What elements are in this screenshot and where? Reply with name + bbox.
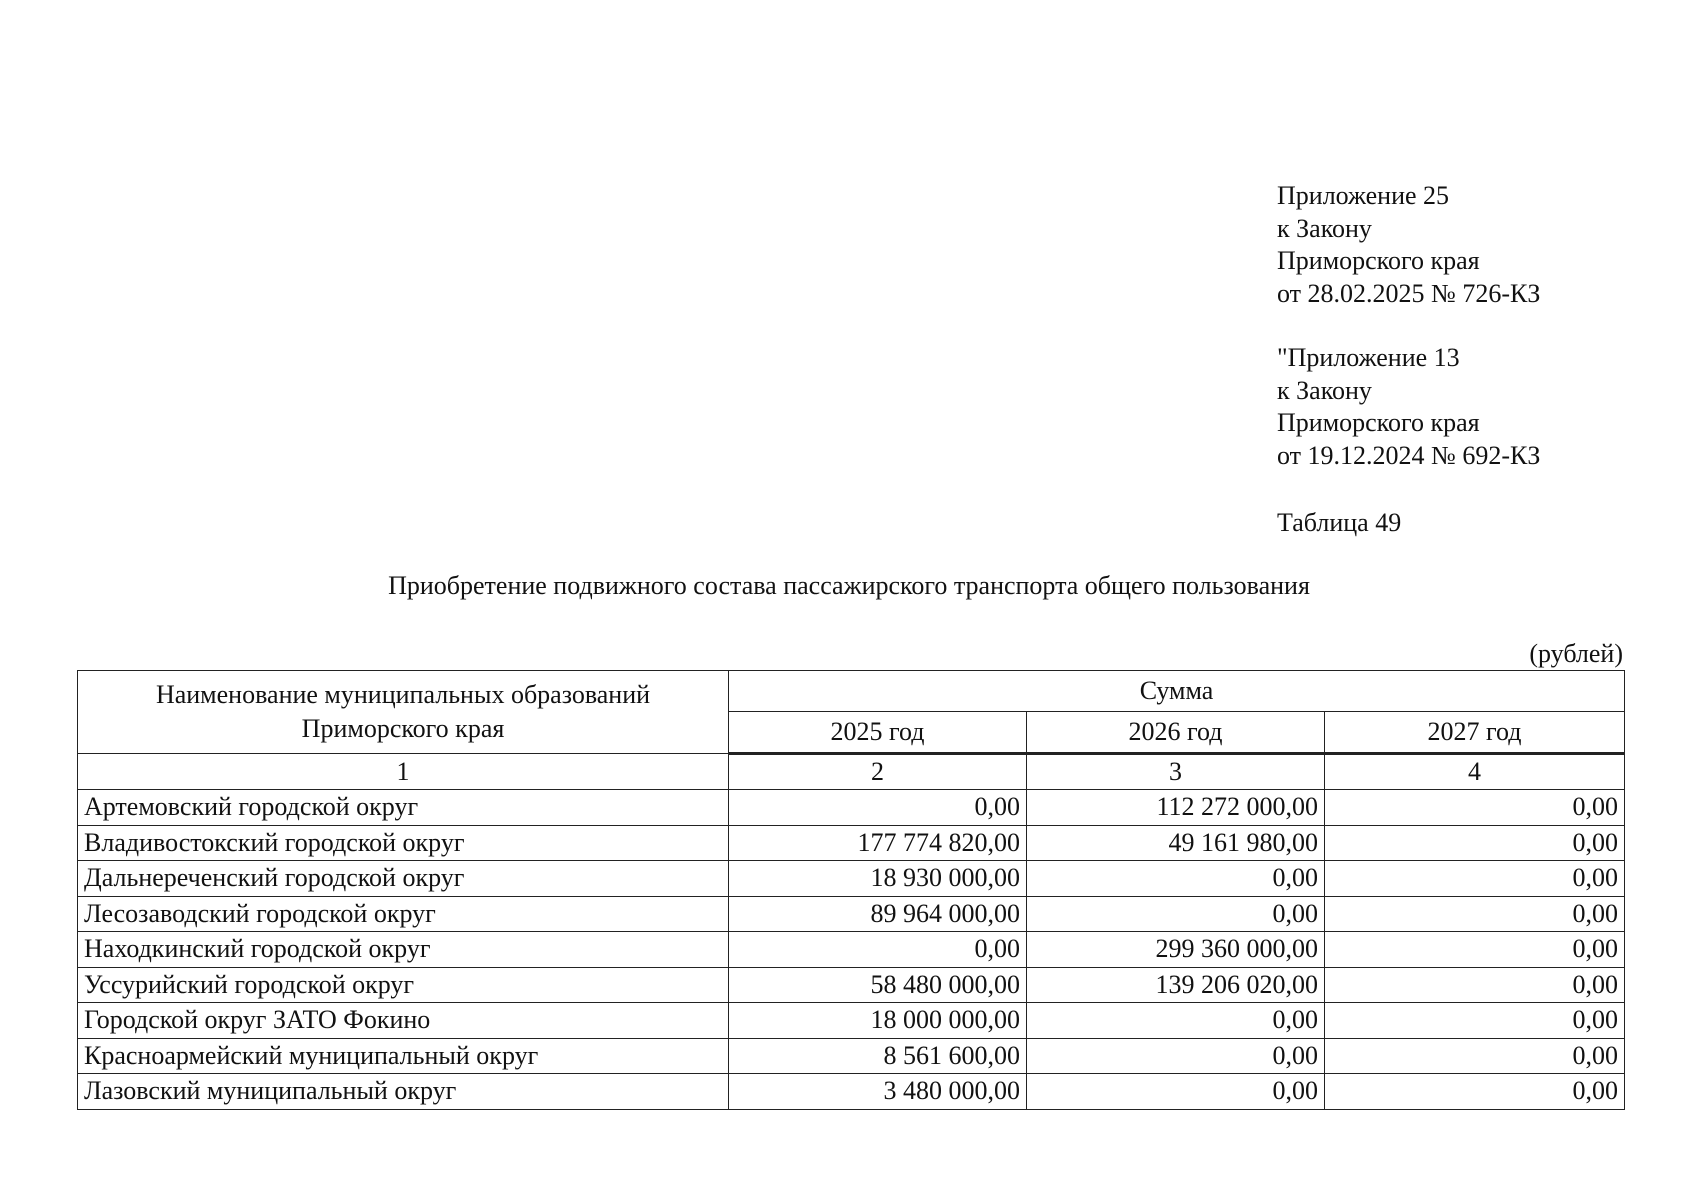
amount-2027-cell: 0,00 — [1325, 932, 1625, 968]
header-name-line: Приморского края — [301, 714, 505, 743]
table-header-row — [78, 671, 1625, 712]
approval-line: "Приложение 13 — [1277, 343, 1460, 372]
municipality-name-cell: Дальнереченский городской округ — [78, 861, 729, 897]
amount-2026-cell: 49 161 980,00 — [1027, 825, 1325, 861]
header-sum-cell: Сумма — [729, 671, 1625, 712]
approval-line: к Закону — [1277, 375, 1372, 405]
table-row — [78, 1074, 1625, 1110]
amount-2026-cell: 0,00 — [1027, 1003, 1325, 1039]
amount-2025-cell: 0,00 — [729, 790, 1027, 826]
amount-2027-cell: 0,00 — [1325, 967, 1625, 1003]
header-year-2026: 2026 год — [1027, 712, 1325, 754]
table-row — [78, 790, 1625, 826]
approval-line: к Закону — [1277, 213, 1372, 243]
municipality-name-cell: Уссурийский городской округ — [78, 967, 729, 1003]
amount-2025-cell: 177 774 820,00 — [729, 825, 1027, 861]
header-name-line: Наименование муниципальных образований — [155, 680, 651, 709]
municipality-name-cell: Лесозаводский городской округ — [78, 896, 729, 932]
amount-2025-cell: 18 000 000,00 — [729, 1003, 1027, 1039]
approval-line: Приложение 25 — [1277, 181, 1450, 210]
municipality-name-cell: Красноармейский муниципальный округ — [78, 1038, 729, 1074]
column-number: 1 — [78, 754, 729, 790]
table-row — [78, 825, 1625, 861]
header-name-cell — [78, 671, 729, 754]
approval-note — [1277, 180, 1540, 504]
approval-block-amended — [1277, 342, 1540, 472]
column-number: 2 — [729, 754, 1027, 790]
header-year-2025: 2025 год — [729, 712, 1027, 754]
table-row — [78, 896, 1625, 932]
municipality-name-cell: Владивостокский городской округ — [78, 825, 729, 861]
amount-2026-cell: 0,00 — [1027, 861, 1325, 897]
column-number: 3 — [1027, 754, 1325, 790]
data-table — [77, 670, 1625, 1110]
amount-2027-cell: 0,00 — [1325, 861, 1625, 897]
amount-2026-cell: 0,00 — [1027, 1038, 1325, 1074]
table-row — [78, 1003, 1625, 1039]
municipality-name-cell: Артемовский городской округ — [78, 790, 729, 826]
municipality-name-cell: Находкинский городской округ — [78, 932, 729, 968]
amount-2025-cell: 89 964 000,00 — [729, 896, 1027, 932]
approval-line: Приморского края — [1277, 408, 1480, 437]
column-number: 4 — [1325, 754, 1625, 790]
amount-2026-cell: 0,00 — [1027, 896, 1325, 932]
approval-line: от 19.12.2024 № 692-КЗ — [1277, 440, 1541, 470]
amount-2027-cell: 0,00 — [1325, 825, 1625, 861]
amount-2026-cell: 299 360 000,00 — [1027, 932, 1325, 968]
column-number-row — [78, 754, 1625, 790]
amount-2025-cell: 3 480 000,00 — [729, 1074, 1027, 1110]
document-title: Приобретение подвижного состава пассажирского транспорта общего пользования — [388, 571, 1310, 600]
table-row — [78, 967, 1625, 1003]
amount-2025-cell: 18 930 000,00 — [729, 861, 1027, 897]
units-label: (рублей) — [1529, 639, 1623, 668]
amount-2025-cell: 0,00 — [729, 932, 1027, 968]
table-row — [78, 861, 1625, 897]
amount-2025-cell: 58 480 000,00 — [729, 967, 1027, 1003]
table-row — [78, 1038, 1625, 1074]
amount-2026-cell: 0,00 — [1027, 1074, 1325, 1110]
municipality-name-cell: Лазовский муниципальный округ — [78, 1074, 729, 1110]
amount-2027-cell: 0,00 — [1325, 1003, 1625, 1039]
table-label: Таблица 49 — [1277, 508, 1402, 537]
amount-2027-cell: 0,00 — [1325, 1038, 1625, 1074]
amount-2027-cell: 0,00 — [1325, 790, 1625, 826]
municipality-name-cell: Городской округ ЗАТО Фокино — [78, 1003, 729, 1039]
amount-2027-cell: 0,00 — [1325, 1074, 1625, 1110]
table-row — [78, 932, 1625, 968]
amount-2027-cell: 0,00 — [1325, 896, 1625, 932]
approval-block-current — [1277, 180, 1540, 310]
approval-line: Приморского края — [1277, 246, 1480, 275]
header-year-2027: 2027 год — [1325, 712, 1625, 754]
approval-line: от 28.02.2025 № 726-КЗ — [1277, 278, 1541, 308]
amount-2025-cell: 8 561 600,00 — [729, 1038, 1027, 1074]
amount-2026-cell: 139 206 020,00 — [1027, 967, 1325, 1003]
amount-2026-cell: 112 272 000,00 — [1027, 790, 1325, 826]
